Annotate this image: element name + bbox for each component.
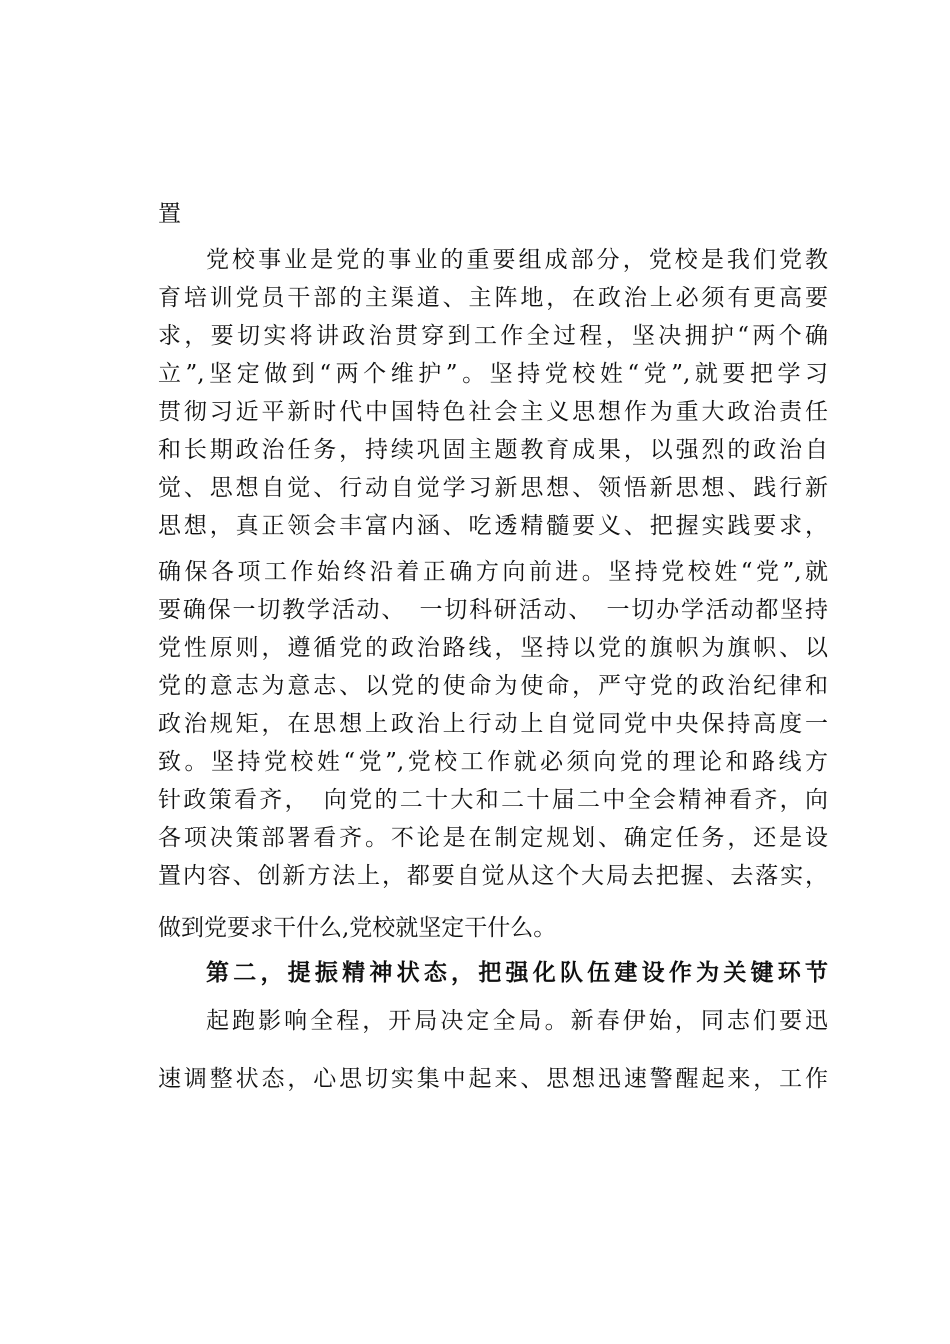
- section-heading: 第二，提振精神状态，把强化队伍建设作为关键环节: [206, 960, 828, 986]
- paragraph-line: 和长期政治任务，持续巩固主题教育成果，以强烈的政治自: [158, 437, 828, 463]
- paragraph-line: 政治规矩，在思想上政治上行动上自觉同党中央保持高度一: [158, 711, 828, 737]
- paragraph-line: 做到党要求干什么,党校就坚定干什么。: [158, 915, 557, 941]
- paragraph-line: 党的意志为意志、以党的使命为使命，严守党的政治纪律和: [158, 673, 828, 699]
- paragraph-line: 觉、思想自觉、行动自觉学习新思想、领悟新思想、践行新: [158, 475, 828, 501]
- paragraph-line: 立”,坚定做到“两个维护”。坚持党校姓“党”,就要把学习: [158, 361, 828, 387]
- paragraph-line: 贯彻习近平新时代中国特色社会主义思想作为重大政治责任: [158, 399, 828, 425]
- paragraph-line: 党性原则，遵循党的政治路线，坚持以党的旗帜为旗帜、以: [158, 635, 828, 661]
- paragraph-line: 置内容、创新方法上，都要自觉从这个大局去把握、去落实，: [158, 863, 828, 889]
- paragraph-line: 针政策看齐， 向党的二十大和二十届二中全会精神看齐，向: [158, 787, 828, 813]
- paragraph-line: 确保各项工作始终沿着正确方向前进。坚持党校姓“党”,就: [158, 559, 828, 585]
- paragraph-line: 各项决策部署看齐。不论是在制定规划、确定任务，还是设: [158, 825, 828, 851]
- paragraph-line: 起跑影响全程，开局决定全局。新春伊始，同志们要迅: [206, 1008, 828, 1034]
- text-line-fragment: 置: [158, 201, 181, 227]
- paragraph-line: 求，要切实将讲政治贯穿到工作全过程，坚决拥护“两个确: [158, 323, 828, 349]
- paragraph-line: 速调整状态，心思切实集中起来、思想迅速警醒起来，工作: [158, 1066, 828, 1092]
- paragraph-line: 思想，真正领会丰富内涵、吃透精髓要义、把握实践要求，: [158, 513, 828, 539]
- paragraph-line: 致。坚持党校姓“党”,党校工作就必须向党的理论和路线方: [158, 749, 828, 775]
- paragraph-line: 育培训党员干部的主渠道、主阵地，在政治上必须有更高要: [158, 285, 828, 311]
- paragraph-line: 党校事业是党的事业的重要组成部分，党校是我们党教: [206, 247, 828, 273]
- paragraph-line: 要确保一切教学活动、 一切科研活动、 一切办学活动都坚持: [158, 597, 828, 623]
